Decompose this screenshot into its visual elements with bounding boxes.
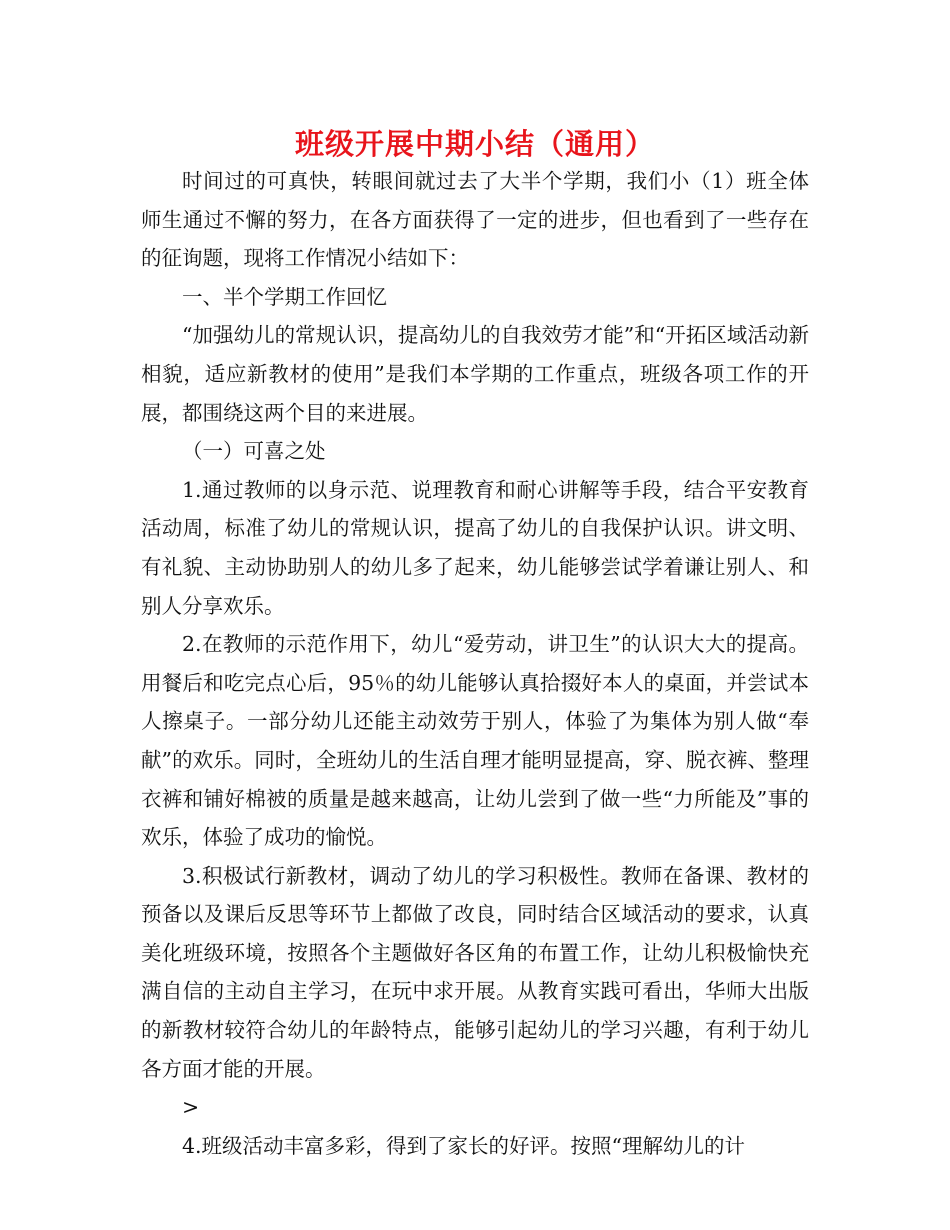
paragraph-item-1: 1.通过教师的以身示范、说理教育和耐心讲解等手段，结合平安教育活动周，标准了幼儿的常规认识，提高了幼儿的自我保护认识。讲文明、有礼貌、主动协助别人的幼儿多了起来，幼儿能够尝试学着谦让别人、和别人分享欢乐。	[141, 477, 809, 618]
paragraph-focus: “加强幼儿的常规认识，提高幼儿的自我效劳才能”和“开拓区域活动新相貌，适应新教材的使用”是我们本学期的工作重点，班级各项工作的开展，都围绕这两个目的来进展。	[141, 323, 809, 425]
paragraph-intro: 时间过的可真快，转眼间就过去了大半个学期，我们小（1）班全体师生通过不懈的努力，在各方面获得了一定的进步，但也看到了一些存在的征询题，现将工作情况小结如下：	[141, 169, 809, 271]
paragraph-item-4: 4.班级活动丰富多彩，得到了家长的好评。按照“理解幼儿的计	[182, 1133, 746, 1158]
stray-marker: >	[182, 1095, 200, 1120]
paragraph-item-2: 2.在教师的示范作用下，幼儿“爱劳动，讲卫生”的认识大大的提高。用餐后和吃完点心后，95％的幼儿能够认真拾掇好本人的桌面，并尝试本人擦桌子。一部分幼儿还能主动效劳于别人，体验了为集体为别人做“奉献”的欢乐。同时，全班幼儿的生活自理才能明显提高，穿、脱衣裤、整理衣裤和铺好棉被的质量是越来越高，让幼儿尝到了做一些“力所能及”事的欢乐，体验了成功的愉悦。	[141, 632, 809, 850]
paragraph-item-3: 3.积极试行新教材，调动了幼儿的学习积极性。教师在备课、教材的预备以及课后反思等环节上都做了改良，同时结合区域活动的要求，认真美化班级环境，按照各个主题做好各区角的布置工作，让幼儿积极愉快充满自信的主动自主学习，在玩中求开展。从教育实践可看出，华师大出版的新教材较符合幼儿的年龄特点，能够引起幼儿的学习兴趣，有利于幼儿各方面才能的开展。	[141, 863, 809, 1081]
document-title: 班级开展中期小结（通用）	[294, 127, 655, 161]
document-body	[141, 162, 809, 1165]
subsection-heading-achievements: （一）可喜之处	[182, 439, 326, 464]
section-heading-review: 一、半个学期工作回忆	[182, 284, 387, 309]
